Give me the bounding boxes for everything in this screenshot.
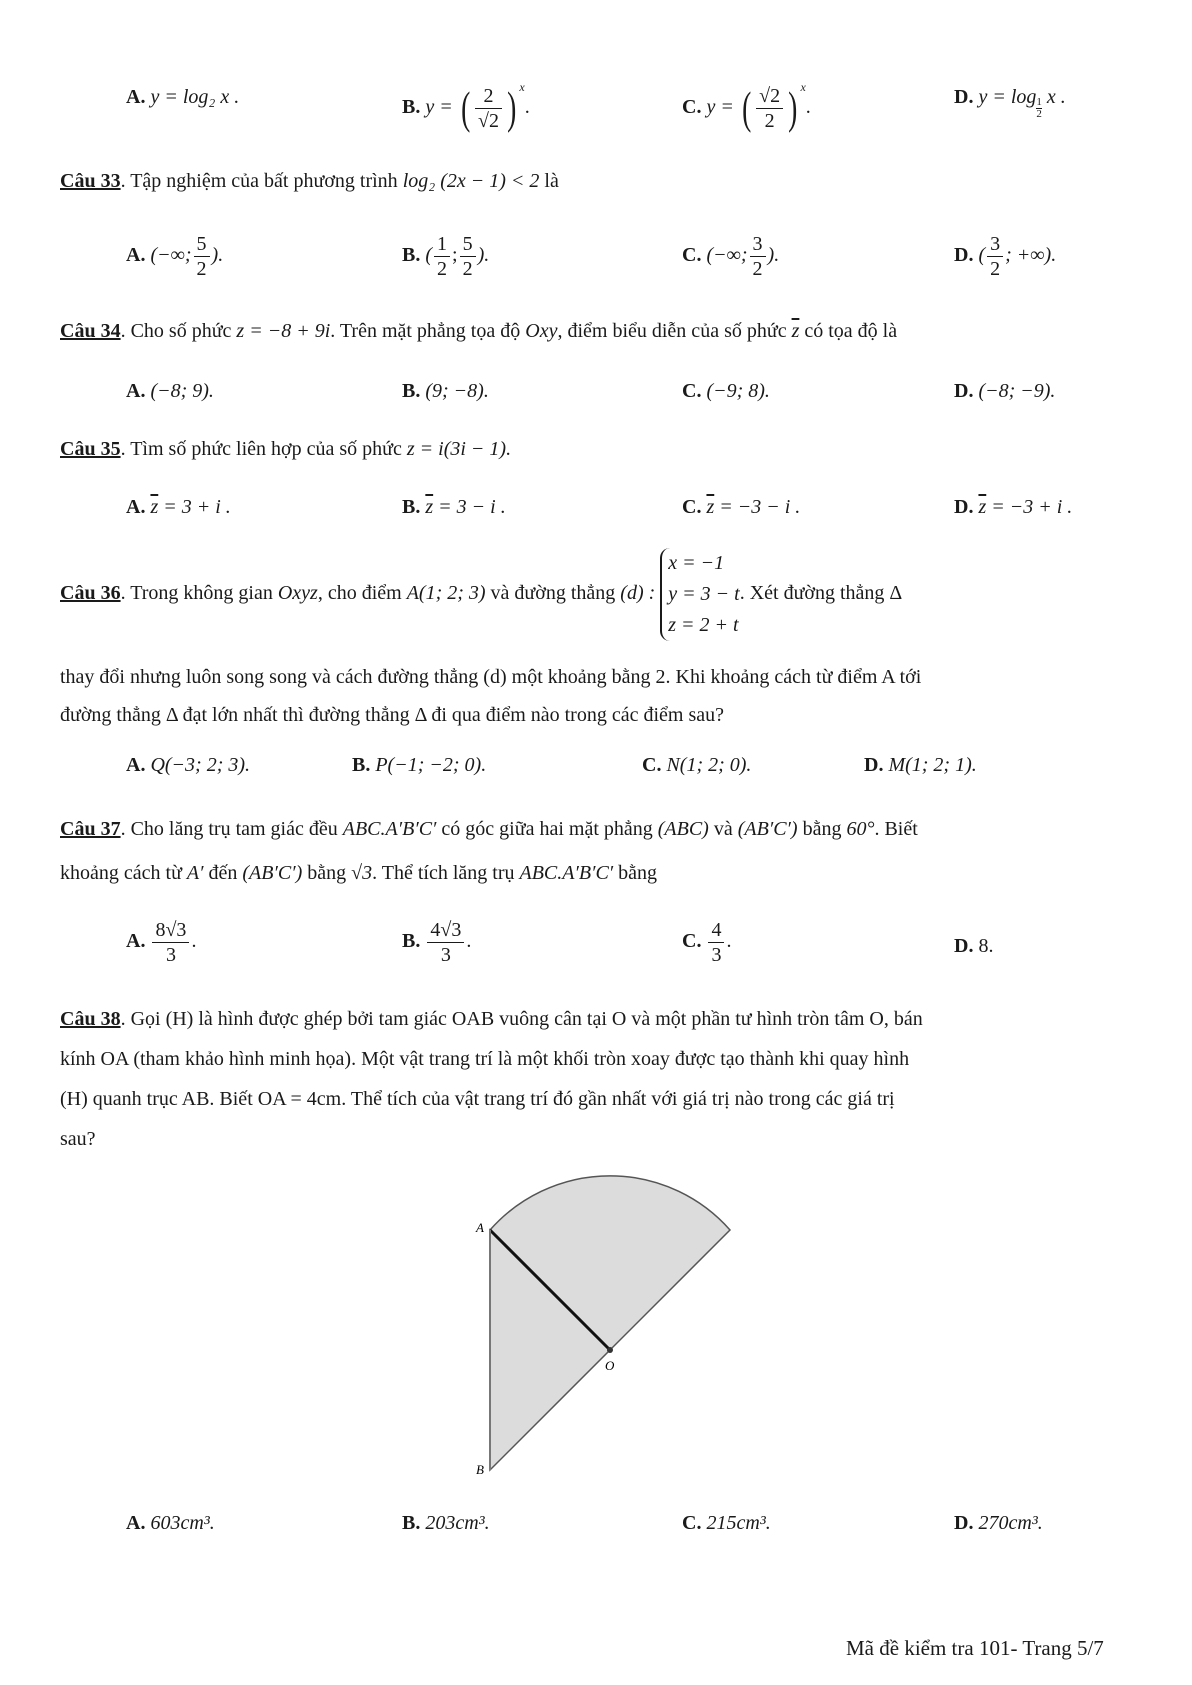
q36-option-b: B. P(−1; −2; 0). xyxy=(352,754,487,776)
q38-option-b: B. 203cm³. xyxy=(402,1512,490,1534)
q33-option-b: B. ( $\frac{1}{2}$ ; $\frac{5}{2}$ ). xyxy=(402,233,490,280)
q37-option-a: A. $\frac{8√3}{3}$ . xyxy=(126,919,197,966)
q34-option-c: C. (−9; 8). xyxy=(682,380,770,402)
q37-option-c: C. $\frac{4}{3}$ . xyxy=(682,919,732,966)
label-o: O xyxy=(605,1358,615,1373)
q37-option-b: B. $\frac{4√3}{3}$ . xyxy=(402,919,472,966)
q35-stem: Câu 35. Tìm số phức liên hợp của số phức z = i(3i − 1). xyxy=(60,438,512,460)
q35-option-c: C. $\overline{z} = -3 - i$ . xyxy=(682,496,801,518)
q35-option-a: A. $\overline{z} = 3 + i$ . xyxy=(126,496,231,518)
q33-option-a: A. (−∞; $\frac{5}{2}$ ). xyxy=(126,233,224,280)
q36-stem: Câu 36. Trong không gian Oxyz, cho điểm A(1; 2; 3) và đường thẳng (d) : x = −1 y = 3 − t z = 2 + t . Xét đường thẳng Δ xyxy=(60,548,902,641)
question-math: log₂ (2x − 1) < 2 xyxy=(402,170,540,192)
q36-line2: thay đổi nhưng luôn song song và cách đường thẳng (d) một khoảng bằng 2. Khi khoảng cách từ điểm A tới xyxy=(60,666,922,688)
q38-option-a: A. 603cm³. xyxy=(126,1512,215,1534)
equation-system: x = −1 y = 3 − t z = 2 + t xyxy=(660,548,739,641)
fraction: $\frac{2}{√2}$ xyxy=(475,84,502,133)
q32-option-b: B. y = ( $\frac{2}{√2}$ ) $^x$. xyxy=(402,80,530,134)
q36-option-a: A. Q(−3; 2; 3). xyxy=(126,754,251,776)
q34-option-a: A. (−8; 9). xyxy=(126,380,214,402)
q37-option-d: D. 8. xyxy=(954,935,994,957)
option-label: C. xyxy=(682,96,702,118)
q38-line1: Câu 38. Gọi (H) là hình được ghép bởi tam giác OAB vuông cân tại O và một phần tư hình tròn tâm O, bán xyxy=(60,1008,923,1030)
label-a: A xyxy=(476,1220,484,1235)
q36-option-d: D. M(1; 2; 1). xyxy=(864,754,977,776)
point-o xyxy=(607,1347,613,1353)
q38-line4: sau? xyxy=(60,1128,96,1150)
q38-line2: kính OA (tham khảo hình minh họa). Một vật trang trí là một khối tròn xoay được tạo thành khi quay hình xyxy=(60,1048,910,1070)
option-label: D. xyxy=(954,86,974,108)
q38-option-c: C. 215cm³. xyxy=(682,1512,771,1534)
question-text: . Tập nghiệm của bất phương trình xyxy=(120,170,403,192)
q36-option-c: C. N(1; 2; 0). xyxy=(642,754,752,776)
q32-option-c: C. y = ( $\frac{√2}{2}$ ) $^x$. xyxy=(682,80,811,134)
q33-option-c: C. (−∞; $\frac{3}{2}$ ). xyxy=(682,233,780,280)
option-label: A. xyxy=(126,86,146,108)
q37-stem-line2: khoảng cách từ A′ đến (AB′C′) bằng √3. Thể tích lăng trụ ABC.A′B′C′ bằng xyxy=(60,862,658,884)
q32-option-a xyxy=(126,84,239,110)
label-b: B xyxy=(476,1462,484,1477)
page-footer: Mã đề kiểm tra 101- Trang 5/7 xyxy=(846,1636,1104,1660)
question-number: Câu 38 xyxy=(60,1008,121,1030)
q37-stem-line1: Câu 37. Cho lăng trụ tam giác đều ABC.A′B′C′ có góc giữa hai mặt phẳng (ABC) và (AB′C′) bằng 60°. Biết xyxy=(60,818,918,840)
option-math: y = log xyxy=(978,86,1037,108)
q36-line3: đường thẳng Δ đạt lớn nhất thì đường thẳng Δ đi qua điểm nào trong các điểm sau? xyxy=(60,704,725,726)
question-number: Câu 36 xyxy=(60,582,121,605)
q35-option-b: B. $\overline{z} = 3 - i$ . xyxy=(402,496,506,518)
question-number: Câu 37 xyxy=(60,818,121,840)
q32-option-d: D. y = log $\frac{1}{2}$ x . xyxy=(954,86,1066,120)
question-number: Câu 34 xyxy=(60,320,121,342)
option-label: B. xyxy=(402,96,421,118)
q38-figure xyxy=(440,1170,770,1480)
question-number: Câu 35 xyxy=(60,438,121,460)
q38-line3: (H) quanh trục AB. Biết OA = 4cm. Thể tích của vật trang trí đó gần nhất với giá trị nào trong các giá trị xyxy=(60,1088,895,1110)
option-math: y = log₂ x . xyxy=(150,86,240,108)
question-number: Câu 33 xyxy=(60,170,121,192)
option-math: y = xyxy=(706,96,734,118)
option-math: y = xyxy=(425,96,453,118)
q34-stem: Câu 34. Cho số phức z = −8 + 9i. Trên mặt phẳng tọa độ Oxy, điểm biểu diễn của số phức $\overline{z}$ có tọa độ là xyxy=(60,320,898,342)
q35-option-d: D. $\overline{z} = -3 + i$ . xyxy=(954,496,1073,518)
q38-option-d: D. 270cm³. xyxy=(954,1512,1043,1534)
q33-option-d: D. ( $\frac{3}{2}$ ; +∞). xyxy=(954,233,1057,280)
q34-option-d: D. (−8; −9). xyxy=(954,380,1056,402)
q34-option-b: B. (9; −8). xyxy=(402,380,489,402)
q33-stem: Câu 33. Tập nghiệm của bất phương trình log₂ (2x − 1) < 2 là xyxy=(60,170,559,192)
fraction: $\frac{√2}{2}$ xyxy=(756,84,783,133)
